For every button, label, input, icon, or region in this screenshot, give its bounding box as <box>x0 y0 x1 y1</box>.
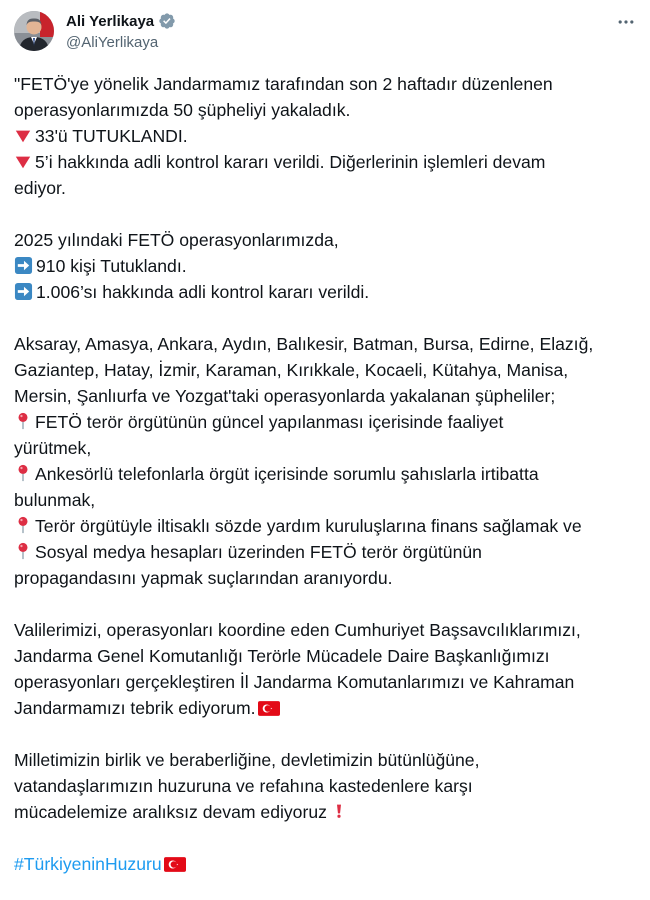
round-pushpin-icon <box>14 411 32 431</box>
red-down-triangle-icon <box>14 127 32 145</box>
hashtag-link[interactable]: #TürkiyeninHuzuru <box>14 854 162 874</box>
text-line: yürütmek, <box>14 438 92 458</box>
text-line: Milletimizin birlik ve beraberliğine, devletimizin bütünlüğüne, <box>14 750 480 770</box>
crime-text: Terör örgütüyle iltisaklı sözde yardım kuruluşlarına finans sağlamak ve <box>35 516 582 536</box>
bullet-text: 33'ü TUTUKLANDI. <box>35 126 188 146</box>
list-item <box>14 123 640 149</box>
red-down-triangle-icon <box>14 153 32 171</box>
list-item <box>14 461 640 487</box>
list-item <box>14 513 640 539</box>
author-handle[interactable]: @AliYerlikaya <box>66 34 159 51</box>
avatar[interactable] <box>14 11 54 51</box>
text-line: propagandasını yapmak suçlarından aranıyordu. <box>14 568 393 588</box>
display-name[interactable]: Ali Yerlikaya <box>66 12 155 30</box>
text-line: Gaziantep, Hatay, İzmir, Karaman, Kırıkkale, Kocaeli, Kütahya, Manisa, <box>14 360 569 380</box>
text-line: operasyonları gerçekleştiren İl Jandarma Komutanlarımızı ve Kahraman <box>14 672 575 692</box>
text-line <box>14 799 640 825</box>
tweet-header <box>0 0 650 60</box>
text-line: 2025 yılındaki FETÖ operasyonlarımızda, <box>14 230 339 250</box>
turkey-flag-icon <box>258 701 280 716</box>
red-exclamation-icon <box>331 801 347 821</box>
paragraph-gap <box>14 305 640 331</box>
text-line <box>14 695 640 721</box>
text-line: Jandarma Genel Komutanlığı Terörle Mücadele Daire Başkanlığımızı <box>14 646 550 666</box>
text-line: Aksaray, Amasya, Ankara, Aydın, Balıkesir, Batman, Bursa, Edirne, Elazığ, <box>14 334 594 354</box>
crime-text: Ankesörlü telefonlarla örgüt içerisinde sorumlu şahıslarla irtibatta <box>35 464 539 484</box>
author-name-row <box>66 12 176 30</box>
text-line: vatandaşlarımızın huzuruna ve refahına kastedenlere karşı <box>14 776 473 796</box>
crime-text: Sosyal medya hesapları üzerinden FETÖ terör örgütünün <box>35 542 482 562</box>
round-pushpin-icon <box>14 463 32 483</box>
text-line: operasyonlarımızda 50 şüpheliyi yakaladık. <box>14 100 351 120</box>
thanks-text: Jandarmamızı tebrik ediyorum. <box>14 698 256 718</box>
year-item-text: 910 kişi Tutuklandı. <box>36 256 187 276</box>
paragraph-gap <box>14 825 640 851</box>
text-line: Mersin, Şanlıurfa ve Yozgat'taki operasyonlarda yakalanan şüpheliler; <box>14 386 556 406</box>
text-line: bulunmak, <box>14 490 96 510</box>
list-item <box>14 253 640 279</box>
list-item <box>14 149 640 175</box>
list-item <box>14 539 640 565</box>
hashtag-line <box>14 851 640 877</box>
more-options-icon[interactable] <box>616 12 636 32</box>
turkey-flag-icon <box>164 857 186 872</box>
paragraph-gap <box>14 721 640 747</box>
round-pushpin-icon <box>14 541 32 561</box>
year-item-text: 1.006’sı hakkında adli kontrol kararı verildi. <box>36 282 370 302</box>
text-line: ediyor. <box>14 178 66 198</box>
paragraph-gap <box>14 201 640 227</box>
closing-text: mücadelemize aralıksız devam ediyoruz <box>14 802 327 822</box>
right-arrow-icon <box>14 282 33 301</box>
crime-text: FETÖ terör örgütünün güncel yapılanması içerisinde faaliyet <box>35 412 504 432</box>
tweet-text <box>14 71 640 877</box>
list-item <box>14 279 640 305</box>
right-arrow-icon <box>14 256 33 275</box>
bullet-text: 5’i hakkında adli kontrol kararı verildi. Diğerlerinin işlemleri devam <box>35 152 546 172</box>
text-line: Valilerimizi, operasyonları koordine eden Cumhuriyet Başsavcılıklarımızı, <box>14 620 581 640</box>
verified-badge-icon <box>158 12 176 30</box>
round-pushpin-icon <box>14 515 32 535</box>
text-line: "FETÖ'ye yönelik Jandarmamız tarafından son 2 haftadır düzenlenen <box>14 74 553 94</box>
list-item <box>14 409 640 435</box>
paragraph-gap <box>14 591 640 617</box>
